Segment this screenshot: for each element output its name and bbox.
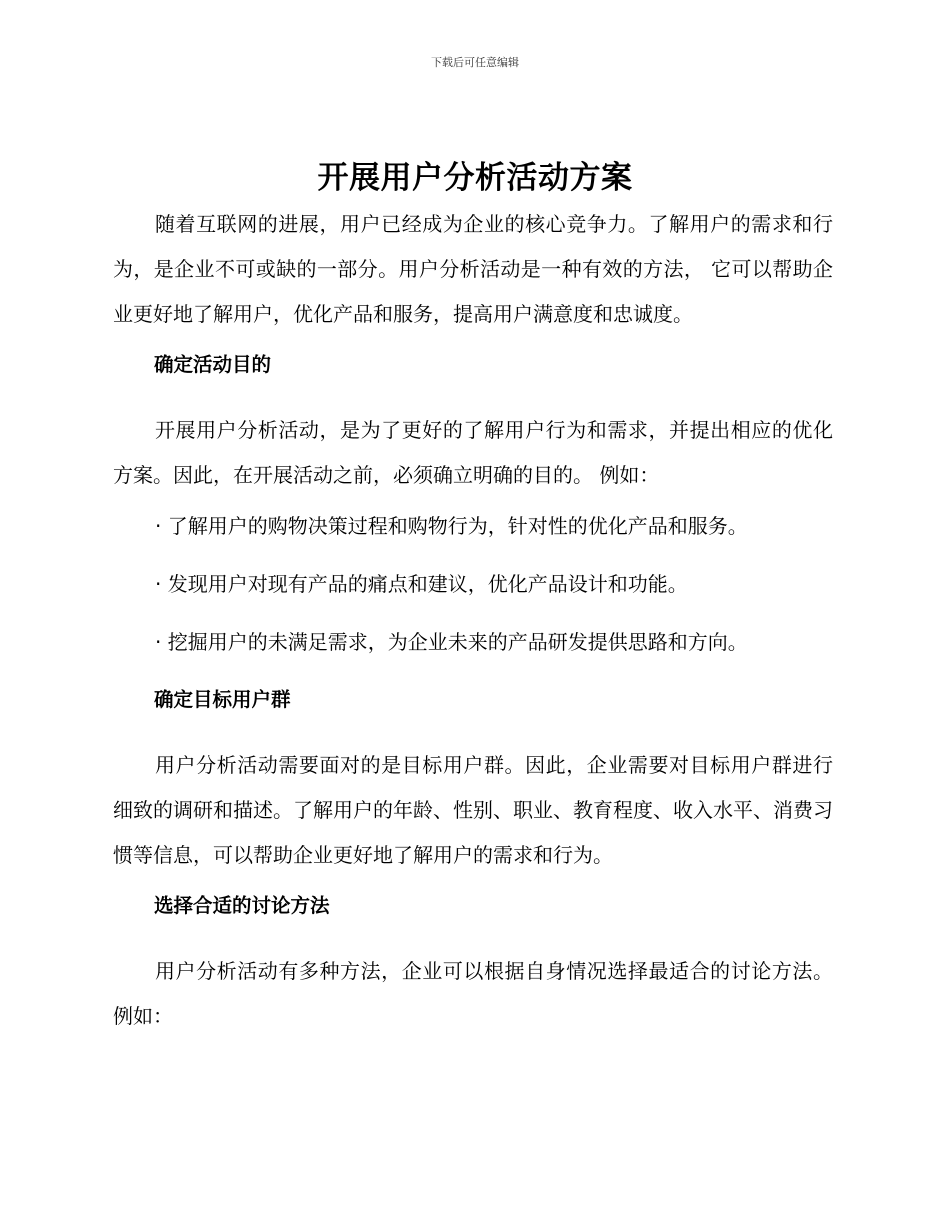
purpose-paragraph: 开展用户分析活动，是为了更好的了解用户行为和需求，并提出相应的优化方案。因此，在开展活动之前，必须确立明确的目的。 例如： (113, 418, 833, 487)
bullet-item: · 挖掘用户的未满足需求，为企业未来的产品研发提供思路和方向。 (155, 630, 748, 654)
bullet-item: · 了解用户的购物决策过程和购物行为，针对性的优化产品和服务。 (155, 514, 748, 538)
methods-paragraph: 用户分析活动有多种方法，企业可以根据自身情况选择最适合的讨论方法。例如： (113, 959, 833, 1028)
section-heading-methods: 选择合适的讨论方法 (153, 894, 330, 917)
bullet-item: · 发现用户对现有产品的痛点和建议，优化产品设计和功能。 (155, 572, 688, 596)
document-title: 开展用户分析活动方案 (317, 160, 633, 196)
header-note: 下载后可任意编辑 (431, 56, 519, 69)
intro-paragraph: 随着互联网的进展，用户已经成为企业的核心竞争力。了解用户的需求和行为，是企业不可或缺的一部分。用户分析活动是一种有效的方法， 它可以帮助企业更好地了解用户，优化产品和服务，提高用户满意度和忠诚度。 (113, 212, 833, 326)
section-heading-purpose: 确定活动目的 (153, 353, 271, 376)
section-heading-target-users: 确定目标用户群 (153, 688, 291, 711)
target-users-paragraph: 用户分析活动需要面对的是目标用户群。因此，企业需要对目标用户群进行细致的调研和描述。了解用户的年龄、性别、职业、教育程度、收入水平、消费习惯等信息，可以帮助企业更好地了解用户的需求和行为。 (113, 753, 833, 867)
document-body (113, 202, 833, 1052)
